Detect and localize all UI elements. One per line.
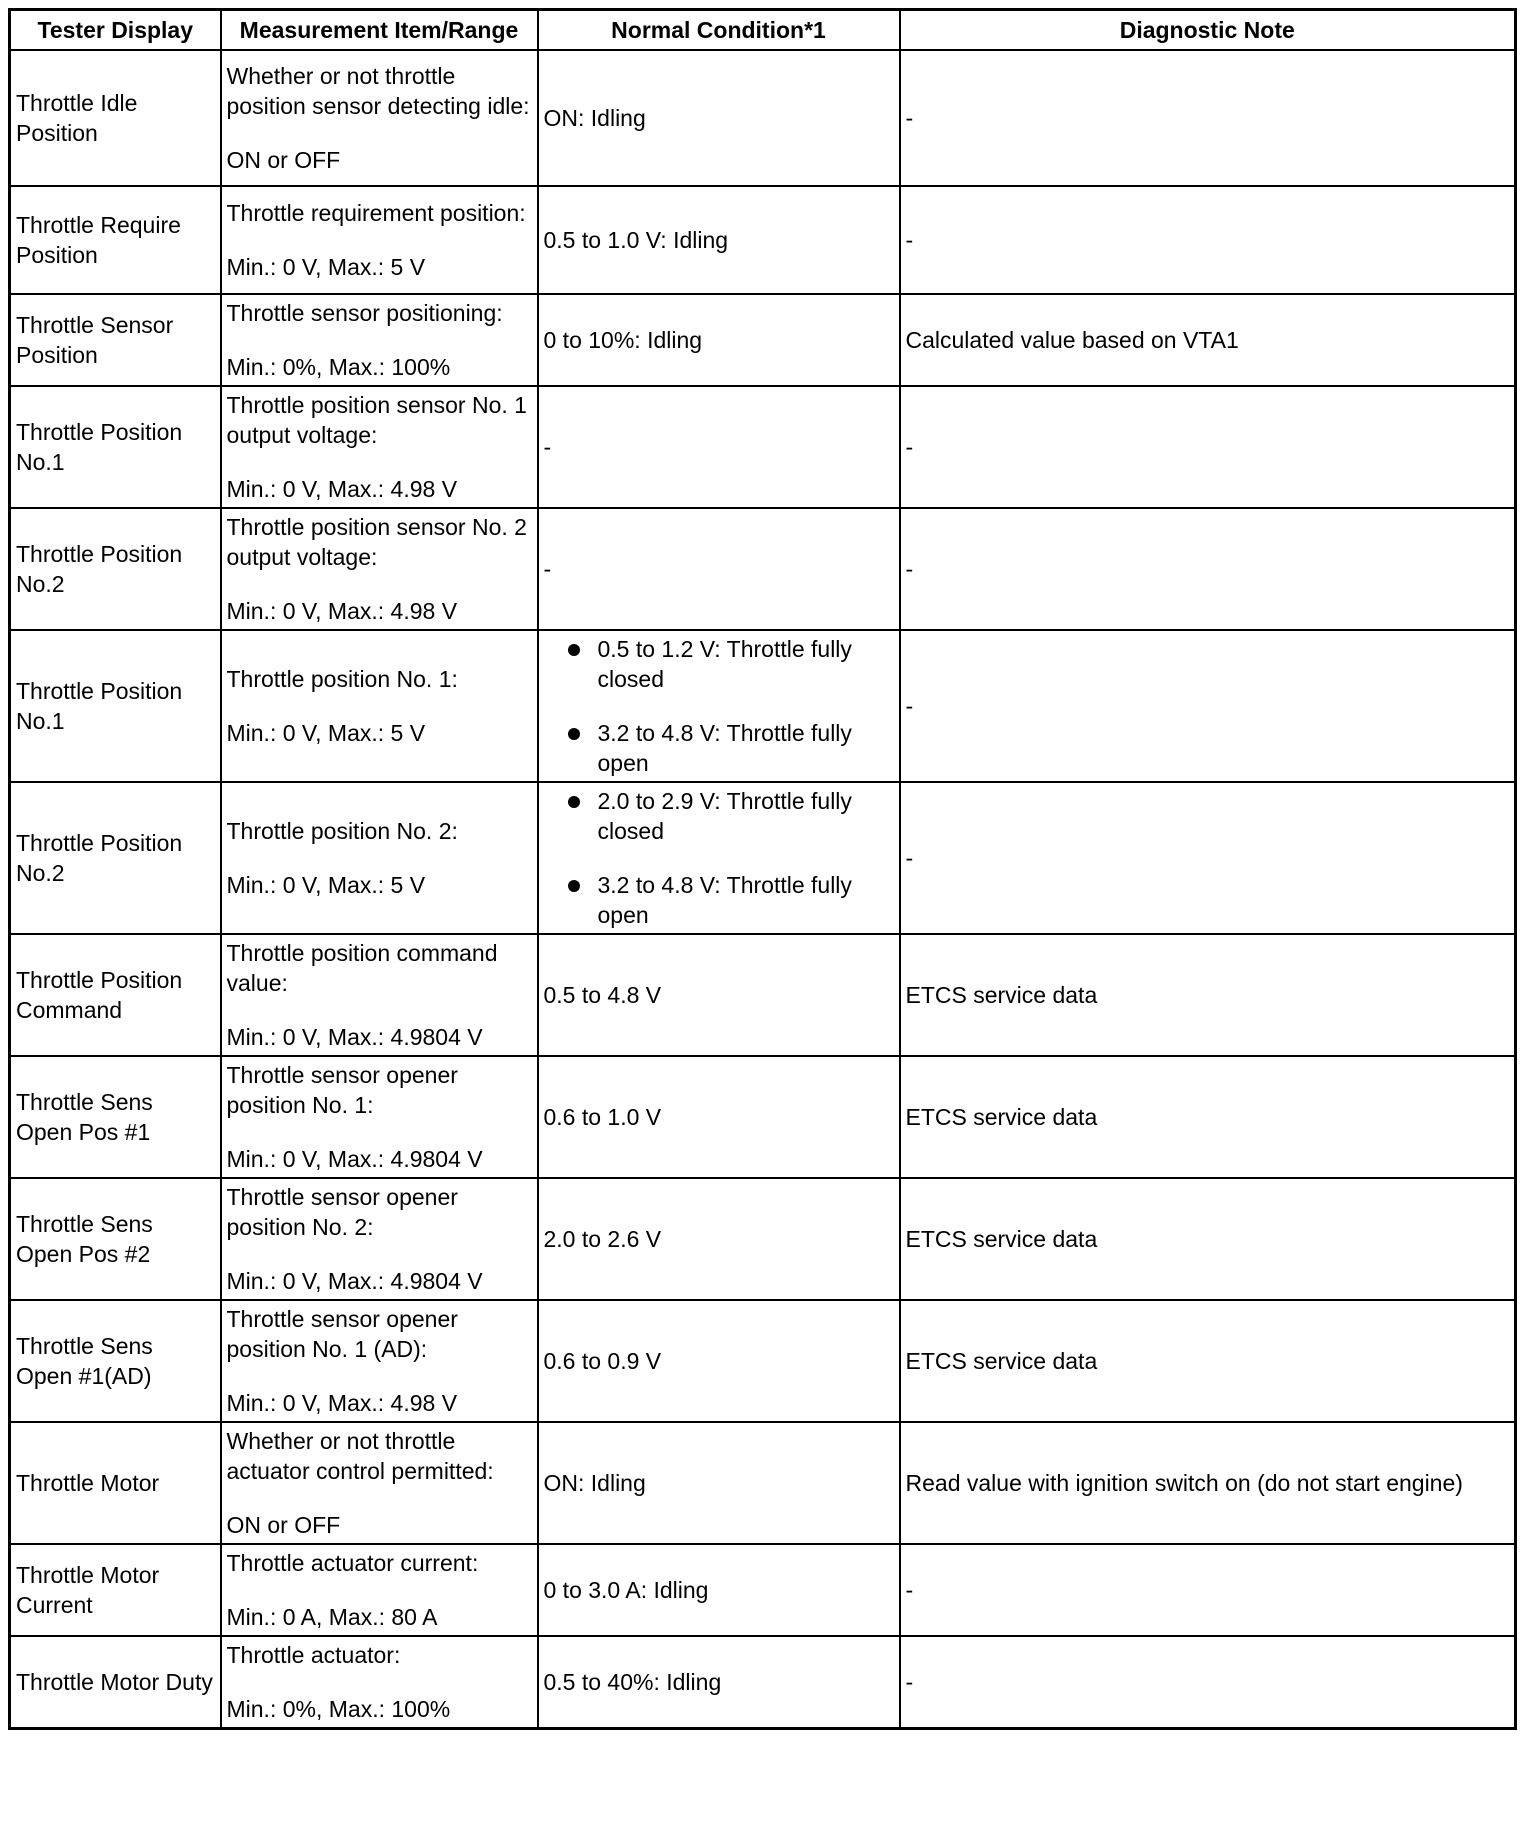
cell-tester-display: [10, 1300, 221, 1422]
cell-diagnostic-note: [900, 294, 1516, 386]
cell-diagnostic-note: [900, 508, 1516, 630]
diagnostic-note-text: ETCS service data: [905, 982, 1098, 1008]
cell-measurement-item: [221, 1300, 538, 1422]
table-row: [10, 386, 1516, 508]
bullet-icon: [568, 796, 580, 808]
cell-diagnostic-note: [900, 630, 1516, 782]
tester-display-text: Throttle Position No.1: [16, 419, 183, 475]
table-row: [10, 1056, 1516, 1178]
diagnostic-note-text: -: [905, 105, 914, 131]
measurement-range-text: Min.: 0%, Max.: 100%: [226, 1696, 451, 1722]
diagnostic-note-text: -: [905, 1577, 914, 1603]
cell-measurement-item: [221, 1422, 538, 1544]
cell-measurement-item: [221, 186, 538, 294]
cell-normal-condition: [538, 1544, 900, 1636]
diagnostic-note-text: Read value with ignition switch on (do not start engine): [905, 1470, 1463, 1496]
measurement-item-text: Throttle position command value:: [226, 940, 498, 996]
cell-tester-display: [10, 1422, 221, 1544]
tester-display-text: Throttle Motor Current: [16, 1562, 160, 1618]
cell-normal-condition: [538, 50, 900, 186]
tester-display-text: Throttle Position No.2: [16, 541, 183, 597]
normal-condition-text: 0.5 to 4.8 V: [543, 982, 662, 1008]
tester-display-text: Throttle Position No.1: [16, 678, 183, 734]
cell-diagnostic-note: [900, 934, 1516, 1056]
cell-normal-condition: [538, 782, 900, 934]
cell-measurement-item: [221, 782, 538, 934]
measurement-range-text: Min.: 0 V, Max.: 4.9804 V: [226, 1268, 483, 1294]
cell-normal-condition: [538, 1056, 900, 1178]
measurement-range-text: Min.: 0 V, Max.: 5 V: [226, 254, 426, 280]
cell-tester-display: [10, 1178, 221, 1300]
cell-normal-condition: [538, 630, 900, 782]
measurement-range-text: Min.: 0 V, Max.: 4.98 V: [226, 476, 458, 502]
measurement-item-text: Whether or not throttle actuator control permitted:: [226, 1428, 494, 1484]
normal-condition-text: ON: Idling: [543, 105, 646, 131]
diagnostic-note-text: ETCS service data: [905, 1226, 1098, 1252]
tester-display-text: Throttle Position Command: [16, 967, 183, 1023]
cell-measurement-item: [221, 1178, 538, 1300]
measurement-range-text: ON or OFF: [226, 147, 341, 173]
cell-measurement-item: [221, 294, 538, 386]
cell-diagnostic-note: [900, 186, 1516, 294]
cell-diagnostic-note: [900, 1178, 1516, 1300]
diagnostic-note-text: -: [905, 1669, 914, 1695]
diagnostic-note-text: -: [905, 434, 914, 460]
list-item: [562, 718, 894, 778]
measurement-range-text: Min.: 0 V, Max.: 4.98 V: [226, 1390, 458, 1416]
measurement-item-text: Throttle sensor positioning:: [226, 300, 503, 326]
tester-display-text: Throttle Sens Open Pos #1: [16, 1089, 153, 1145]
diagnostic-note-text: -: [905, 845, 914, 871]
list-item: [562, 786, 894, 846]
tester-display-text: Throttle Sens Open Pos #2: [16, 1211, 153, 1267]
table-row: [10, 1544, 1516, 1636]
tester-display-text: Throttle Position No.2: [16, 830, 183, 886]
table-row: [10, 294, 1516, 386]
cell-measurement-item: [221, 386, 538, 508]
cell-diagnostic-note: [900, 1300, 1516, 1422]
measurement-range-text: Min.: 0%, Max.: 100%: [226, 354, 451, 380]
table-row: [10, 1300, 1516, 1422]
cell-normal-condition: [538, 1636, 900, 1729]
cell-tester-display: [10, 1636, 221, 1729]
tester-display-text: Throttle Sens Open #1(AD): [16, 1333, 153, 1389]
normal-condition-text: 0 to 10%: Idling: [543, 327, 703, 353]
cell-diagnostic-note: [900, 1056, 1516, 1178]
measurement-range-text: ON or OFF: [226, 1512, 341, 1538]
table-row: [10, 630, 1516, 782]
table-row: [10, 934, 1516, 1056]
table-row: [10, 782, 1516, 934]
header-diagnostic-note: Diagnostic Note: [900, 10, 1516, 51]
cell-diagnostic-note: [900, 1636, 1516, 1729]
table-row: [10, 1422, 1516, 1544]
cell-normal-condition: [538, 294, 900, 386]
diagnostic-note-text: -: [905, 227, 914, 253]
cell-measurement-item: [221, 630, 538, 782]
diagnostic-note-text: ETCS service data: [905, 1104, 1098, 1130]
diagnostic-note-text: ETCS service data: [905, 1348, 1098, 1374]
measurement-item-text: Throttle position sensor No. 1 output voltage:: [226, 392, 527, 448]
cell-normal-condition: [538, 186, 900, 294]
cell-measurement-item: [221, 508, 538, 630]
normal-condition-text: 0 to 3.0 A: Idling: [543, 1577, 709, 1603]
measurement-range-text: Min.: 0 V, Max.: 4.98 V: [226, 598, 458, 624]
cell-tester-display: [10, 386, 221, 508]
cell-measurement-item: [221, 1056, 538, 1178]
normal-condition-text: -: [543, 556, 552, 582]
normal-condition-text: 2.0 to 2.6 V: [543, 1226, 662, 1252]
cell-tester-display: [10, 186, 221, 294]
measurement-item-text: Throttle requirement position:: [226, 200, 526, 226]
list-item: [562, 870, 894, 930]
cell-normal-condition: [538, 934, 900, 1056]
cell-tester-display: [10, 782, 221, 934]
cell-tester-display: [10, 934, 221, 1056]
table-row: [10, 1178, 1516, 1300]
cell-diagnostic-note: [900, 386, 1516, 508]
normal-condition-text: 3.2 to 4.8 V: Throttle fully open: [597, 720, 852, 776]
table-row: [10, 186, 1516, 294]
cell-normal-condition: [538, 1422, 900, 1544]
normal-condition-text: 2.0 to 2.9 V: Throttle fully closed: [597, 788, 852, 844]
bullet-icon: [568, 880, 580, 892]
cell-normal-condition: [538, 386, 900, 508]
measurement-item-text: Throttle sensor opener position No. 1 (AD):: [226, 1306, 458, 1362]
cell-measurement-item: [221, 1544, 538, 1636]
cell-tester-display: [10, 294, 221, 386]
cell-diagnostic-note: [900, 50, 1516, 186]
tester-display-text: Throttle Motor Duty: [16, 1669, 213, 1695]
header-measurement-item: Measurement Item/Range: [221, 10, 538, 51]
cell-tester-display: [10, 50, 221, 186]
cell-measurement-item: [221, 50, 538, 186]
table-header-row: [10, 10, 1516, 51]
cell-measurement-item: [221, 934, 538, 1056]
measurement-item-text: Throttle sensor opener position No. 1:: [226, 1062, 458, 1118]
tester-display-text: Throttle Motor: [16, 1470, 160, 1496]
table-row: [10, 508, 1516, 630]
normal-condition-text: 0.6 to 0.9 V: [543, 1348, 662, 1374]
measurement-range-text: Min.: 0 V, Max.: 5 V: [226, 720, 426, 746]
normal-condition-text: 0.6 to 1.0 V: [543, 1104, 662, 1130]
cell-measurement-item: [221, 1636, 538, 1729]
measurement-item-text: Throttle position sensor No. 2 output voltage:: [226, 514, 527, 570]
measurement-item-text: Throttle position No. 2:: [226, 818, 458, 844]
measurement-item-text: Whether or not throttle position sensor detecting idle:: [226, 63, 530, 119]
cell-tester-display: [10, 1544, 221, 1636]
header-tester-display: Tester Display: [10, 10, 221, 51]
measurement-range-text: Min.: 0 A, Max.: 80 A: [226, 1604, 438, 1630]
diagnostic-note-text: -: [905, 556, 914, 582]
cell-normal-condition: [538, 508, 900, 630]
normal-condition-text: -: [543, 434, 552, 460]
measurement-item-text: Throttle sensor opener position No. 2:: [226, 1184, 458, 1240]
tester-display-text: Throttle Require Position: [16, 212, 181, 268]
normal-condition-text: 0.5 to 1.0 V: Idling: [543, 227, 729, 253]
measurement-range-text: Min.: 0 V, Max.: 4.9804 V: [226, 1024, 483, 1050]
list-item: [562, 634, 894, 694]
diagnostic-note-text: Calculated value based on VTA1: [905, 327, 1239, 353]
cell-diagnostic-note: [900, 782, 1516, 934]
cell-diagnostic-note: [900, 1544, 1516, 1636]
normal-condition-text: 3.2 to 4.8 V: Throttle fully open: [597, 872, 852, 928]
cell-tester-display: [10, 630, 221, 782]
normal-condition-text: 0.5 to 40%: Idling: [543, 1669, 722, 1695]
table-row: [10, 1636, 1516, 1729]
measurement-range-text: Min.: 0 V, Max.: 5 V: [226, 872, 426, 898]
tester-display-text: Throttle Sensor Position: [16, 312, 174, 368]
measurement-item-text: Throttle actuator current:: [226, 1550, 479, 1576]
cell-normal-condition: [538, 1178, 900, 1300]
cell-diagnostic-note: [900, 1422, 1516, 1544]
data-list-table: [8, 8, 1517, 1730]
normal-condition-text: 0.5 to 1.2 V: Throttle fully closed: [597, 636, 852, 692]
table-row: [10, 50, 1516, 186]
measurement-item-text: Throttle position No. 1:: [226, 666, 458, 692]
measurement-item-text: Throttle actuator:: [226, 1642, 401, 1668]
normal-condition-text: ON: Idling: [543, 1470, 646, 1496]
bullet-icon: [568, 644, 580, 656]
normal-condition-list: [544, 634, 894, 778]
cell-tester-display: [10, 508, 221, 630]
diagnostic-note-text: -: [905, 693, 914, 719]
tester-display-text: Throttle Idle Position: [16, 90, 138, 146]
normal-condition-list: [544, 786, 894, 930]
measurement-range-text: Min.: 0 V, Max.: 4.9804 V: [226, 1146, 483, 1172]
header-normal-condition: Normal Condition*1: [538, 10, 900, 51]
cell-normal-condition: [538, 1300, 900, 1422]
bullet-icon: [568, 728, 580, 740]
cell-tester-display: [10, 1056, 221, 1178]
